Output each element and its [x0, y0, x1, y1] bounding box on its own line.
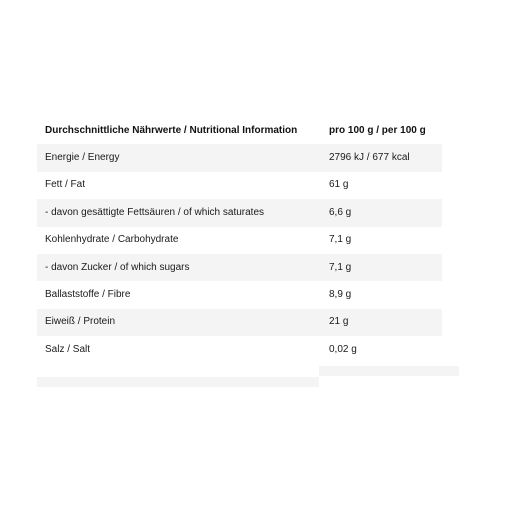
table-row-salt — [37, 336, 442, 363]
nutrient-label: Salz / Salt — [37, 336, 321, 363]
nutrient-value: 7,1 g — [321, 254, 442, 281]
nutrient-value: 7,1 g — [321, 227, 442, 254]
nutrient-label: Fett / Fat — [37, 172, 321, 199]
table-row-fat — [37, 172, 442, 199]
table-row-fibre — [37, 281, 442, 308]
table-row-sugars — [37, 254, 442, 281]
table-footer-strip — [319, 366, 459, 376]
nutrient-label: Energie / Energy — [37, 144, 321, 171]
nutrient-label: Ballaststoffe / Fibre — [37, 281, 321, 308]
table-row-energy — [37, 144, 442, 171]
nutrient-value: 61 g — [321, 172, 442, 199]
table-row-carbohydrate — [37, 227, 442, 254]
table-footer-strip — [37, 377, 319, 387]
nutrient-value: 2796 kJ / 677 kcal — [321, 144, 442, 171]
nutrient-label: Kohlenhydrate / Carbohydrate — [37, 227, 321, 254]
header-per-100g-label: pro 100 g / per 100 g — [329, 124, 426, 136]
nutrient-value: 8,9 g — [321, 281, 442, 308]
nutrient-label: Eiweiß / Protein — [37, 309, 321, 336]
table-row-protein — [37, 309, 442, 336]
nutrient-label: - davon gesättigte Fettsäuren / of which saturates — [37, 199, 321, 226]
header-nutrient-label: Durchschnittliche Nährwerte / Nutritional Information — [45, 124, 298, 136]
nutrient-value: 21 g — [321, 309, 442, 336]
nutrient-value: 6,6 g — [321, 199, 442, 226]
nutrient-value: 0,02 g — [321, 336, 442, 363]
nutrition-table — [37, 117, 442, 364]
table-header-row — [37, 117, 442, 144]
table-row-saturates — [37, 199, 442, 226]
nutrient-label: - davon Zucker / of which sugars — [37, 254, 321, 281]
